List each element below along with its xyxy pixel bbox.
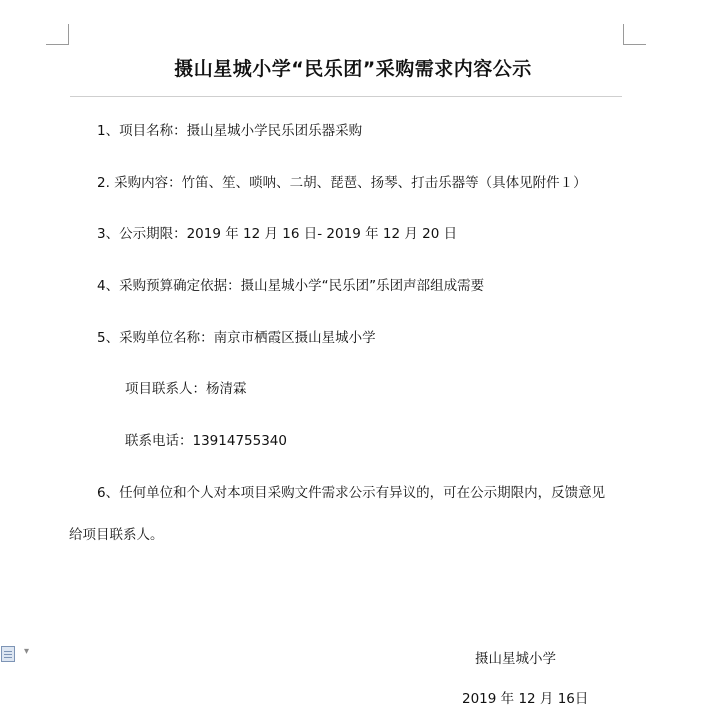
chevron-down-icon[interactable]: ▾ — [24, 646, 30, 657]
item-budget-basis: 4、采购预算确定依据：摄山星城小学“民乐团”乐团声部组成需要 — [97, 278, 485, 294]
paste-options-button[interactable] — [0, 644, 36, 664]
page-corner-mark-top-left — [46, 24, 69, 45]
item-objection-line-1: 6、任何单位和个人对本项目采购文件需求公示有异议的，可在公示期限内，反馈意见 — [97, 485, 606, 501]
page-corner-mark-top-right — [623, 24, 646, 45]
item-purchasing-unit: 5、采购单位名称：南京市栖霞区摄山星城小学 — [97, 330, 376, 346]
item-notice-period: 3、公示期限：2019 年 12 月 16 日- 2019 年 12 月 20 日 — [97, 226, 458, 242]
signature-organization: 摄山星城小学 — [475, 651, 556, 667]
item-purchase-content: 2. 采购内容：竹笛、笙、唢呐、二胡、琵琶、扬琴、打击乐器等（具体见附件１） — [97, 175, 587, 191]
item-contact-person: 项目联系人：杨清霖 — [125, 381, 247, 397]
signature-date: 2019 年 12 月 16日 — [462, 691, 589, 707]
item-contact-phone: 联系电话：13914755340 — [125, 433, 287, 449]
item-project-name: 1、项目名称：摄山星城小学民乐团乐器采购 — [97, 123, 363, 139]
item-objection-line-2: 给项目联系人。 — [69, 527, 164, 543]
document-title: 摄山星城小学“民乐团”采购需求内容公示 — [174, 58, 532, 80]
title-divider — [70, 96, 622, 97]
document-icon — [1, 646, 15, 662]
